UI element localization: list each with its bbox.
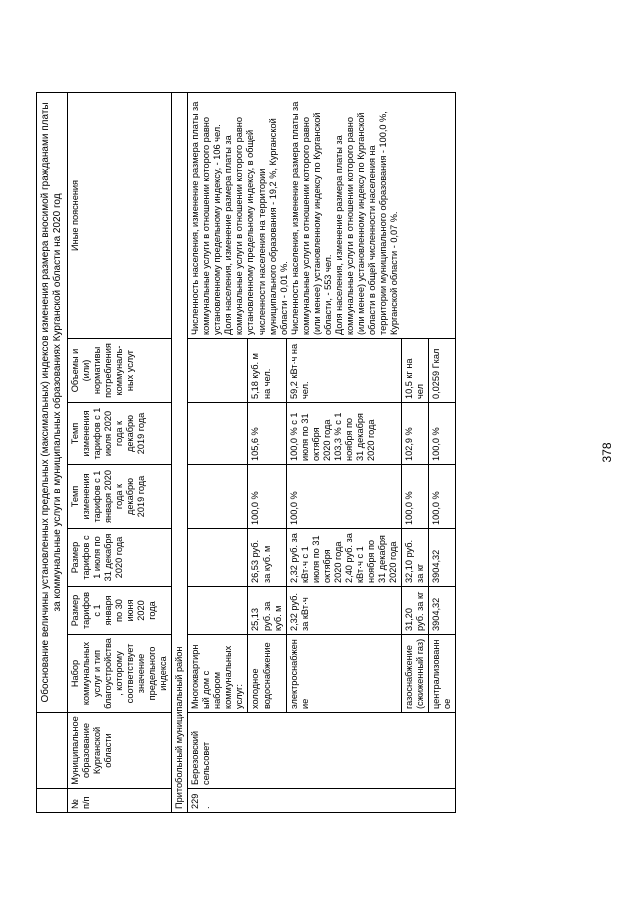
tariff-table [36, 92, 456, 813]
volume: 59,2 кВт·ч на чел. [286, 339, 401, 403]
empty-cell [188, 403, 248, 465]
volume: 10,5 кг на чел [401, 339, 428, 403]
row-municipality: Березовский сельсовет [188, 713, 456, 789]
region-row [172, 92, 188, 812]
header-tariff-jan: Размер тарифов с 1 января по 30 июня 2020 года [68, 587, 172, 635]
rate-jan: 100,0 % [248, 465, 286, 529]
empty-cell [188, 587, 248, 635]
header-row [68, 92, 172, 812]
page-number: 378 [600, 442, 614, 463]
region-name: Притобольный муниципальный район [172, 92, 188, 812]
rate-jan: 100,0 % [401, 465, 428, 529]
tariff-jan: 3904,32 [428, 587, 455, 635]
table-title: Обоснование величины установленных предельных (максимальных) индексов изменения размера вносимой гражданами платы за коммунальные услуги в муниципальных образованиях Курганской области на 2020 год [37, 92, 68, 712]
notes-paragraph: Численность населения, изменение размера платы за коммунальные услуги в отношении которого равно установленному предельному индексу, - 106 чел. [190, 101, 223, 335]
rate-jul: 100,0 % с 1 июля по 31 октября 2020 года 103,3 % с 1 ноября по 31 декабря 2020 года [286, 403, 401, 465]
empty-cell [188, 339, 248, 403]
rate-jul: 100,0 % [428, 403, 455, 465]
header-rate-jul: Темп изменения тарифов с 1 июля 2020 года к декабрю 2019 года [68, 403, 172, 465]
tariff-jul: 26,53 руб. за куб. м [248, 529, 286, 587]
tariff-jul: 2,32 руб. за кВт·ч с 1 июля по 31 октября 2020 года 2,40 руб. за кВт·ч с 1 ноября по 31 декабря 2020 года [286, 529, 401, 587]
notes-paragraph: Доля населения, изменение размера платы за коммунальные услуги в отношении которого равно (или менее) установленному индексу по Курганской области в общей численности населения на территории муниципального образования - 100,0 %, Курганской области - 0,07 %. [333, 111, 399, 335]
tariff-jan: 2,32 руб. за кВт·ч [286, 587, 401, 635]
service-name: холодное водоснабжение [248, 635, 286, 713]
empty-cell [188, 465, 248, 529]
row-number: 229. [188, 789, 456, 813]
empty-cell [188, 529, 248, 587]
tariff-jan: 31,20 руб. за кг [401, 587, 428, 635]
tariff-jan: 25,13 руб. за куб. м [248, 587, 286, 635]
header-volumes: Объемы и (или) нормативы потребления коммуналь-ных услуг [68, 339, 172, 403]
rate-jan: 100,0 % [428, 465, 455, 529]
service-set-header: Многоквартирный дом с набором коммунальных услуг: [188, 635, 248, 713]
notes-paragraph: Доля населения, изменение размера платы за коммунальные услуги в отношении которого равно установленному предельному индексу, в общей численности населения на территории муниципального образования - 19,2 %, Курганской области - 0,01 %. [223, 117, 289, 335]
header-tariff-jul: Размер тарифов с 1 июля по 31 декабря 2020 года [68, 529, 172, 587]
table-corner [37, 713, 68, 789]
rate-jul: 105,6 % [248, 403, 286, 465]
header-service-set: Набор коммунальных услуг и тип благоустройства, которому соответствует значение предельного индекса [68, 635, 172, 713]
service-name: газоснабжение (сжиженный газ) [401, 635, 428, 713]
rate-jan: 100,0 % [286, 465, 401, 529]
service-name: электроснабжение [286, 635, 401, 713]
notes-cell [188, 92, 456, 338]
tariff-jul: 32,10 руб. за кг [401, 529, 428, 587]
table-corner [37, 789, 68, 813]
header-municipality: Муниципальное образование Курганской области [68, 713, 172, 789]
tariff-jul: 3904,32 [428, 529, 455, 587]
table-row [188, 92, 248, 812]
header-notes: Иные пояснения [68, 92, 172, 338]
header-rate-jan: Темп изменения тарифов с 1 января 2020 года к декабрю 2019 года [68, 465, 172, 529]
service-name: централизованное [428, 635, 455, 713]
volume: 5,18 куб. м на чел. [248, 339, 286, 403]
rate-jul: 102,9 % [401, 403, 428, 465]
notes-paragraph: Численность населения, изменение размера платы за коммунальные услуги в отношении которого равно (или менее) установленному индексу по Курганской области, - 553 чел. [289, 101, 333, 335]
header-num: № п/п [68, 789, 172, 813]
volume: 0,0259 Гкал [428, 339, 455, 403]
